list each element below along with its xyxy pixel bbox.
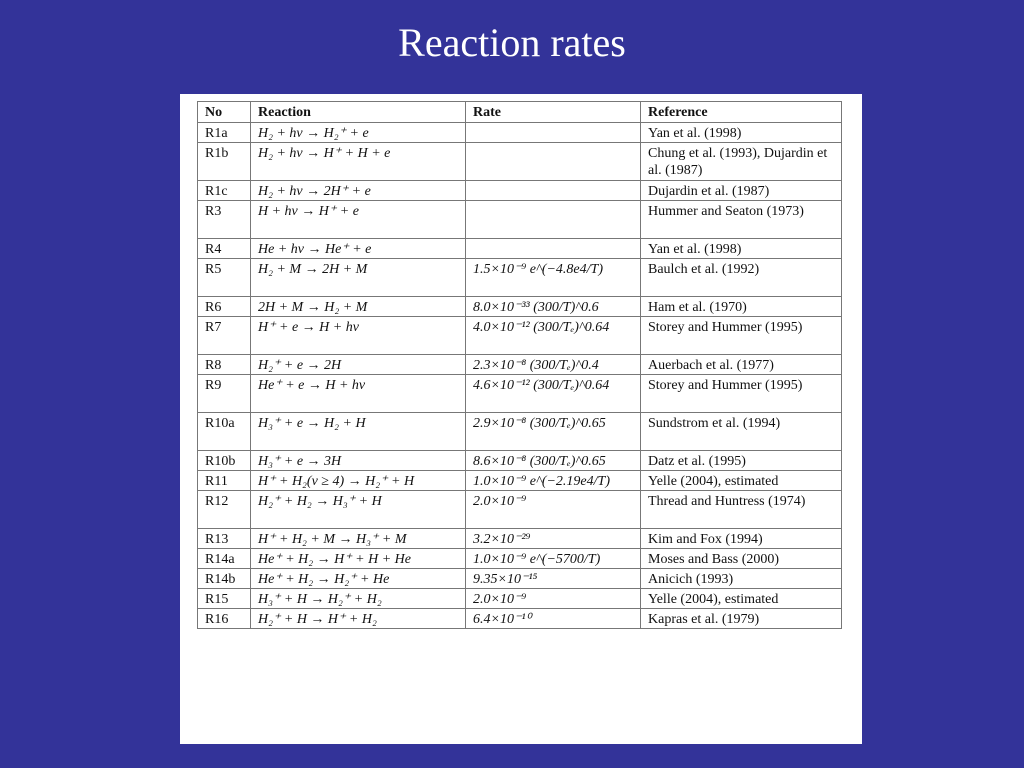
cell-rate: 9.35×10⁻¹⁵: [466, 569, 641, 589]
table-row: [198, 451, 842, 471]
cell-no: R8: [198, 355, 251, 375]
cell-no: R15: [198, 589, 251, 609]
cell-reaction: 2H + M → H₂ + M: [251, 297, 466, 317]
cell-no: R9: [198, 375, 251, 413]
cell-reference: Auerbach et al. (1977): [641, 355, 842, 375]
cell-reaction: H⁺ + e → H + hν: [251, 317, 466, 355]
cell-rate: 8.0×10⁻³³ (300/T)^0.6: [466, 297, 641, 317]
cell-rate: 4.0×10⁻¹² (300/Tₑ)^0.64: [466, 317, 641, 355]
cell-no: R13: [198, 529, 251, 549]
cell-no: R1b: [198, 143, 251, 181]
table-row: [198, 201, 842, 239]
cell-no: R1a: [198, 123, 251, 143]
cell-no: R4: [198, 239, 251, 259]
cell-reaction: H₃⁺ + H → H₂⁺ + H₂: [251, 589, 466, 609]
table-row: [198, 239, 842, 259]
cell-reaction: H₂ + hν → 2H⁺ + e: [251, 181, 466, 201]
cell-rate: 1.0×10⁻⁹ e^(−2.19e4/T): [466, 471, 641, 491]
cell-rate: [466, 181, 641, 201]
cell-no: R16: [198, 609, 251, 629]
cell-reaction: He⁺ + H₂ → H₂⁺ + He: [251, 569, 466, 589]
cell-rate: 2.0×10⁻⁹: [466, 491, 641, 529]
table-row: [198, 143, 842, 181]
table-body: [198, 123, 842, 629]
table-row: [198, 471, 842, 491]
cell-reference: Kim and Fox (1994): [641, 529, 842, 549]
table-row: [198, 609, 842, 629]
table-panel: [180, 94, 862, 744]
cell-rate: 2.0×10⁻⁹: [466, 589, 641, 609]
table-row: [198, 355, 842, 375]
cell-rate: [466, 201, 641, 239]
table-header-row: [198, 102, 842, 123]
cell-reaction: He⁺ + e → H + hν: [251, 375, 466, 413]
cell-reaction: H₂⁺ + H → H⁺ + H₂: [251, 609, 466, 629]
cell-reference: Baulch et al. (1992): [641, 259, 842, 297]
cell-reaction: H₂ + hν → H₂⁺ + e: [251, 123, 466, 143]
cell-rate: 1.0×10⁻⁹ e^(−5700/T): [466, 549, 641, 569]
table-row: [198, 413, 842, 451]
cell-no: R5: [198, 259, 251, 297]
cell-reference: Dujardin et al. (1987): [641, 181, 842, 201]
table-row: [198, 589, 842, 609]
table-row: [198, 259, 842, 297]
cell-rate: 2.3×10⁻⁸ (300/Tₑ)^0.4: [466, 355, 641, 375]
cell-no: R10b: [198, 451, 251, 471]
cell-reaction: H₂ + M → 2H + M: [251, 259, 466, 297]
table-row: [198, 491, 842, 529]
table-row: [198, 297, 842, 317]
cell-reference: Storey and Hummer (1995): [641, 317, 842, 355]
table-row: [198, 569, 842, 589]
cell-reference: Moses and Bass (2000): [641, 549, 842, 569]
cell-rate: 2.9×10⁻⁸ (300/Tₑ)^0.65: [466, 413, 641, 451]
cell-rate: 3.2×10⁻²⁹: [466, 529, 641, 549]
cell-reaction: H₃⁺ + e → 3H: [251, 451, 466, 471]
table-row: [198, 529, 842, 549]
cell-no: R11: [198, 471, 251, 491]
cell-reference: Chung et al. (1993), Dujardin et al. (1987): [641, 143, 842, 181]
cell-rate: [466, 143, 641, 181]
cell-reference: Thread and Huntress (1974): [641, 491, 842, 529]
table-row: [198, 181, 842, 201]
cell-no: R14b: [198, 569, 251, 589]
cell-reaction: H⁺ + H₂ + M → H₃⁺ + M: [251, 529, 466, 549]
cell-reference: Yan et al. (1998): [641, 123, 842, 143]
column-header-rate: Rate: [466, 102, 641, 123]
cell-reaction: H₃⁺ + e → H₂ + H: [251, 413, 466, 451]
cell-reference: Yan et al. (1998): [641, 239, 842, 259]
cell-reaction: H₂ + hν → H⁺ + H + e: [251, 143, 466, 181]
cell-rate: 4.6×10⁻¹² (300/Tₑ)^0.64: [466, 375, 641, 413]
cell-reference: Storey and Hummer (1995): [641, 375, 842, 413]
cell-reaction: H₂⁺ + H₂ → H₃⁺ + H: [251, 491, 466, 529]
cell-reaction: He⁺ + H₂ → H⁺ + H + He: [251, 549, 466, 569]
cell-no: R14a: [198, 549, 251, 569]
cell-no: R12: [198, 491, 251, 529]
cell-no: R3: [198, 201, 251, 239]
cell-no: R6: [198, 297, 251, 317]
cell-reaction: H⁺ + H₂(v ≥ 4) → H₂⁺ + H: [251, 471, 466, 491]
cell-reference: Yelle (2004), estimated: [641, 589, 842, 609]
cell-no: R7: [198, 317, 251, 355]
cell-reaction: He + hν → He⁺ + e: [251, 239, 466, 259]
column-header-reference: Reference: [641, 102, 842, 123]
table-row: [198, 375, 842, 413]
cell-rate: [466, 123, 641, 143]
cell-no: R10a: [198, 413, 251, 451]
cell-rate: [466, 239, 641, 259]
cell-reaction: H₂⁺ + e → 2H: [251, 355, 466, 375]
column-header-reaction: Reaction: [251, 102, 466, 123]
cell-rate: 8.6×10⁻⁸ (300/Tₑ)^0.65: [466, 451, 641, 471]
cell-reference: Datz et al. (1995): [641, 451, 842, 471]
cell-reference: Hummer and Seaton (1973): [641, 201, 842, 239]
reaction-rates-table: [197, 101, 842, 629]
column-header-no: No: [198, 102, 251, 123]
table-row: [198, 123, 842, 143]
cell-reference: Yelle (2004), estimated: [641, 471, 842, 491]
cell-reference: Ham et al. (1970): [641, 297, 842, 317]
cell-rate: 6.4×10⁻¹⁰: [466, 609, 641, 629]
cell-reference: Anicich (1993): [641, 569, 842, 589]
cell-rate: 1.5×10⁻⁹ e^(−4.8e4/T): [466, 259, 641, 297]
cell-reference: Sundstrom et al. (1994): [641, 413, 842, 451]
table-row: [198, 549, 842, 569]
cell-no: R1c: [198, 181, 251, 201]
slide-title: Reaction rates: [398, 20, 626, 65]
cell-reaction: H + hν → H⁺ + e: [251, 201, 466, 239]
cell-reference: Kapras et al. (1979): [641, 609, 842, 629]
table-row: [198, 317, 842, 355]
